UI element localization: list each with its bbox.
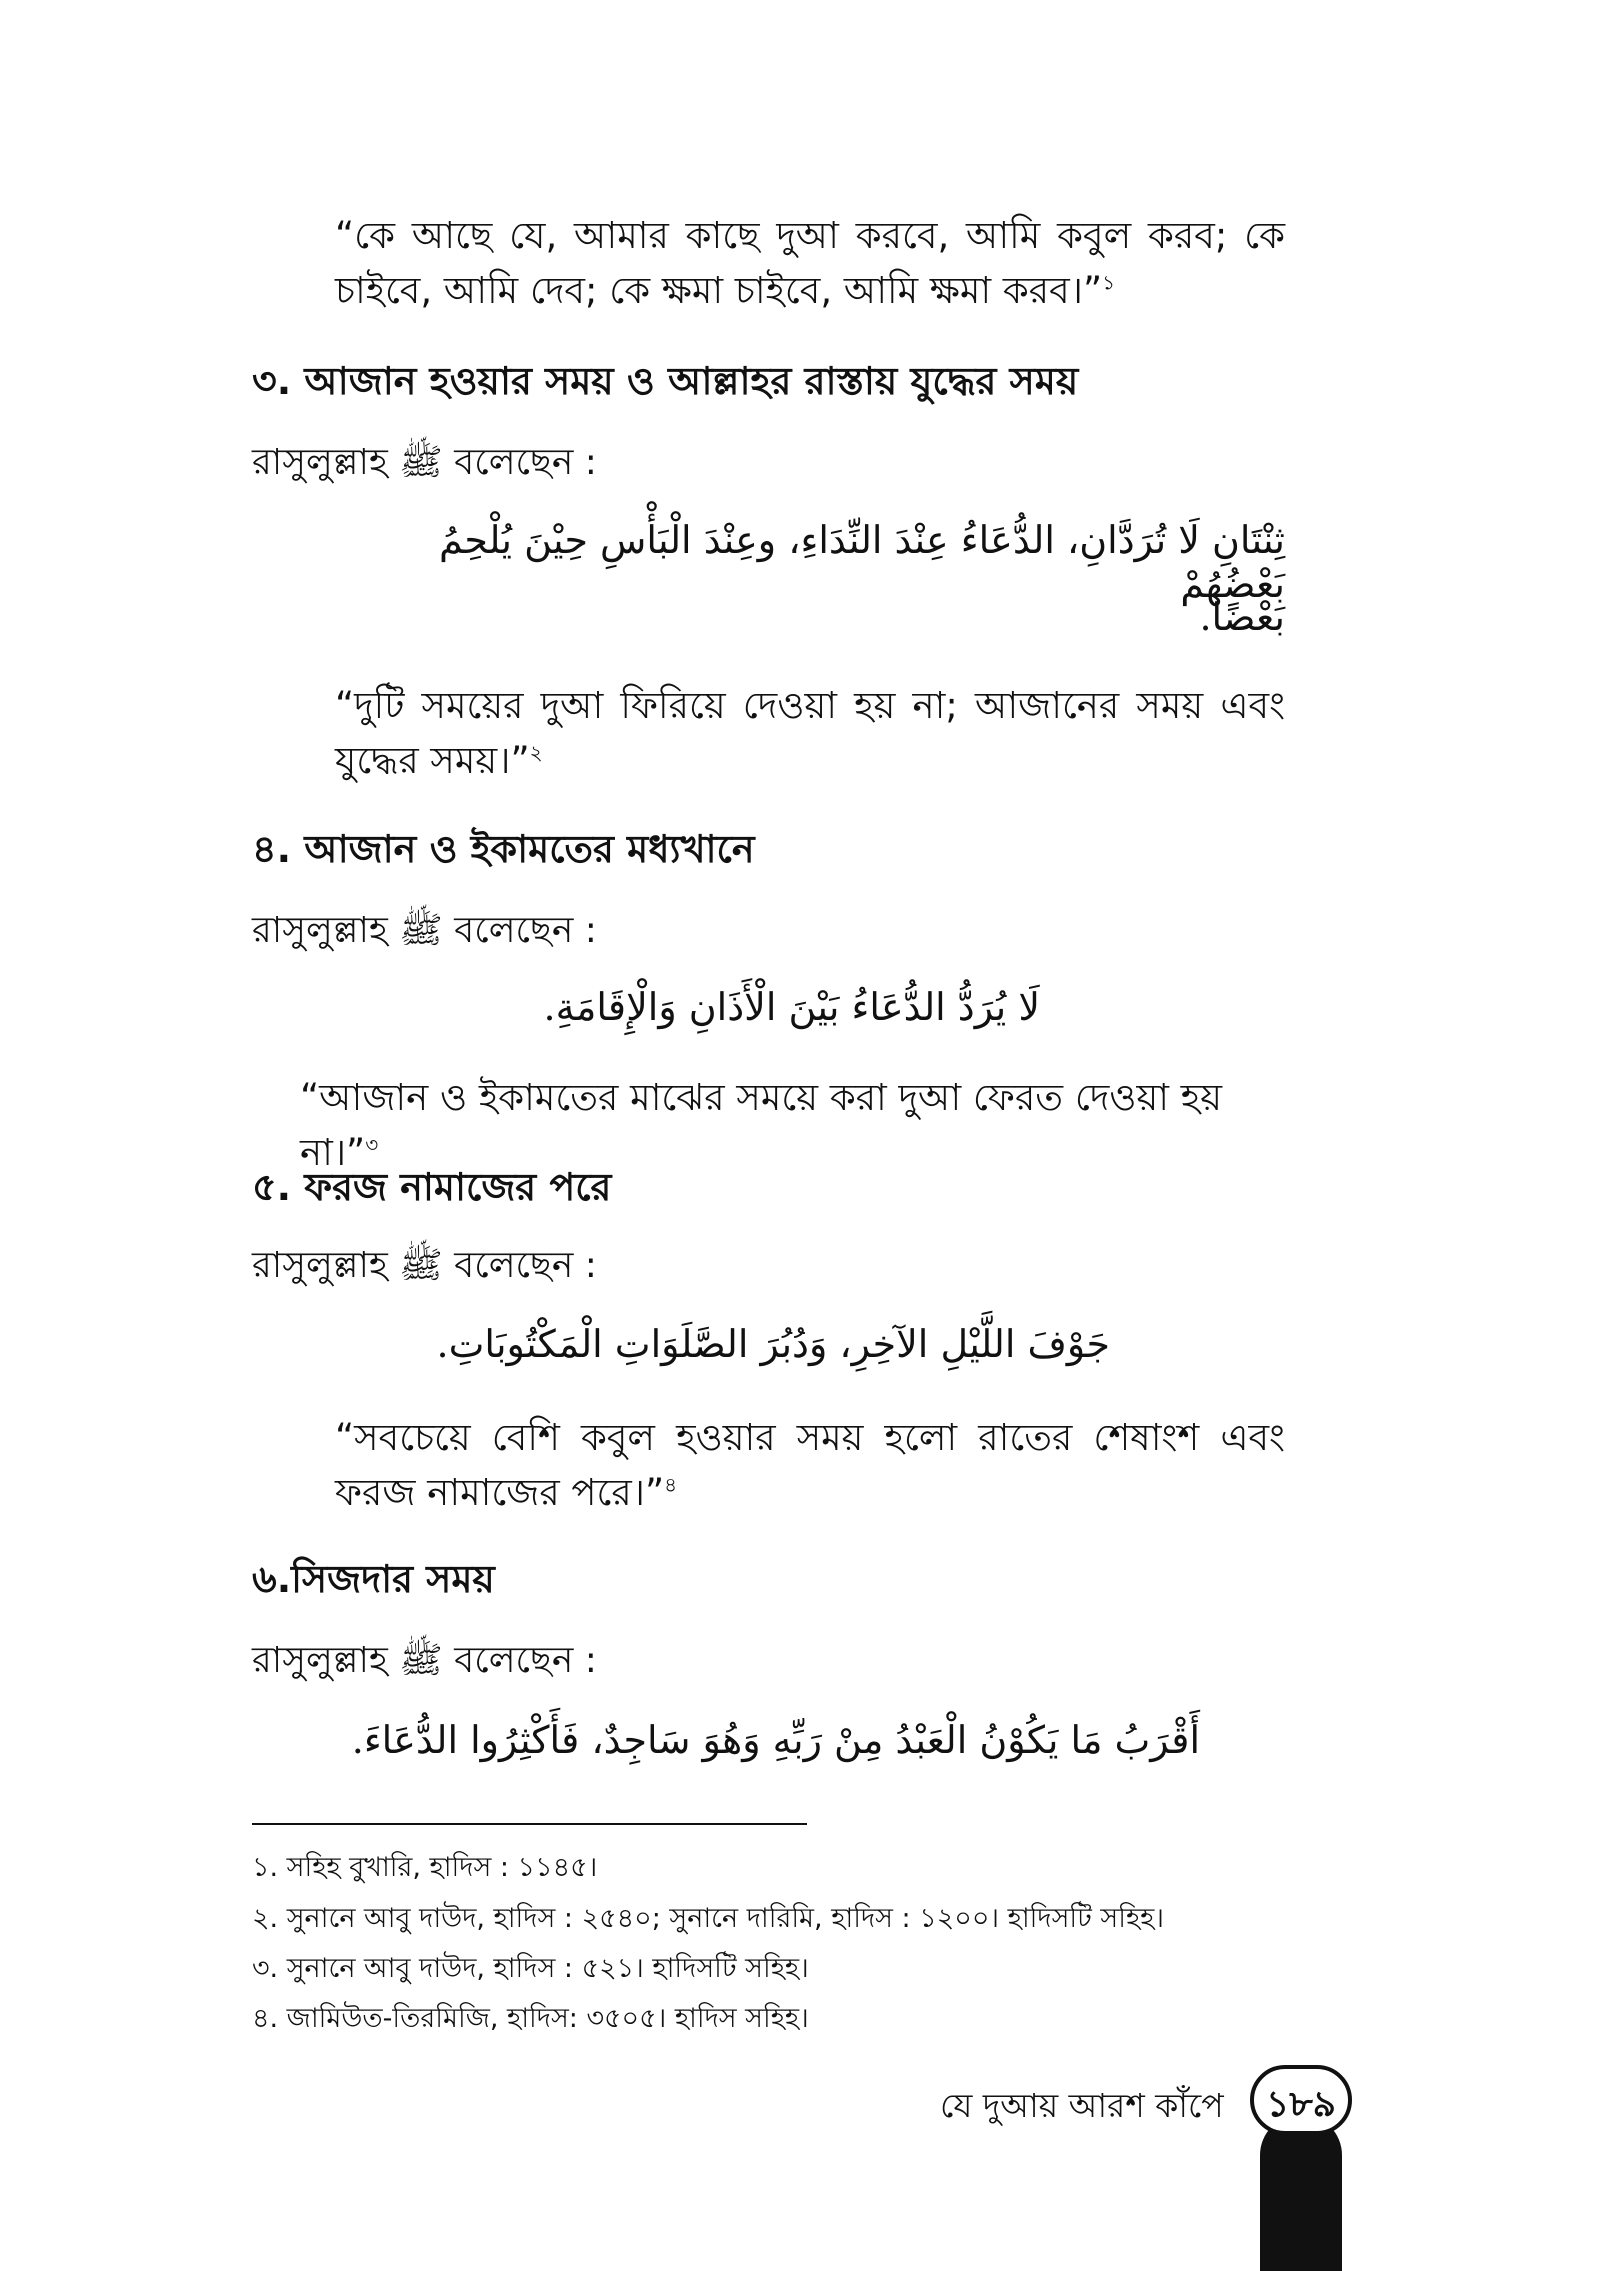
arabic-hadith-4: جَوْفَ اللَّيْلِ الآخِرِ، وَدُبُرَ الصَّلَوَاتِ الْمَكْتُوبَاتِ. [436, 1322, 1110, 1366]
footnote-1: ১. সহিহ বুখারি, হাদিস : ১১৪৫। [252, 1852, 598, 1883]
arabic-hadith-2-line-1: ثِنْتَانِ لَا تُرَدَّانِ، الدُّعَاءُ عِنْدَ النِّدَاءِ، وعِنْدَ الْبَأْسِ حِيْنَ يُلْحِمُ بَعْضُهُمْ [439, 518, 1285, 606]
footnote-ref-1: ১ [1102, 270, 1116, 295]
narration-intro-4: রাসুলুল্লাহ ﷺ বলেছেন : [252, 1640, 597, 1681]
arabic-hadith-5: أَقْرَبُ مَا يَكُوْنُ الْعَبْدُ مِنْ رَبِّهِ وَهُوَ سَاجِدٌ، فَأَكْثِرُوا الدُّعَاءَ. [351, 1718, 1200, 1762]
hadith-translation-4-text: “সবচেয়ে বেশি কবুল হওয়ার সময় হলো রাতের শেষাংশ এবং ফরজ নামাজের পরে।” [335, 1416, 1285, 1514]
section-heading-3: ৩. আজান হওয়ার সময় ও আল্লাহর রাস্তায় যুদ্ধের সময় [252, 359, 1079, 403]
narration-intro-1: রাসুলুল্লাহ ﷺ বলেছেন : [252, 442, 597, 483]
arabic-hadith-3: لَا يُرَدُّ الدُّعَاءُ بَيْنَ الْأَذَانِ وَالْإِقَامَةِ. [543, 985, 1040, 1029]
narration-intro-3: রাসুলুল্লাহ ﷺ বলেছেন : [252, 1245, 597, 1286]
page-tab [1260, 2115, 1342, 2271]
hadith-translation-4 [335, 1410, 1285, 1520]
section-heading-5: ৫. ফরজ নামাজের পরে [252, 1165, 612, 1209]
hadith-translation-2-text: “দুটি সময়ের দুআ ফিরিয়ে দেওয়া হয় না; আজানের সময় এবং যুদ্ধের সময়।” [335, 684, 1285, 782]
running-book-title: যে দুআয় আরশ কাঁপে [940, 2086, 1224, 2125]
hadith-translation-1-text: “কে আছে যে, আমার কাছে দুআ করবে, আমি কবুল করব; কে চাইবে, আমি দেব; কে ক্ষমা চাইবে, আমি ক্ষমা করব।” [335, 214, 1285, 312]
footnote-2: ২. সুনানে আবু দাউদ, হাদিস : ২৫৪০; সুনানে দারিমি, হাদিস : ১২০০। হাদিসটি সহিহ। [252, 1903, 1165, 1934]
arabic-hadith-2-line-2: بَعْضًا. [1199, 595, 1285, 639]
hadith-translation-1 [335, 208, 1285, 318]
page-number: ১৮৯ [1265, 2084, 1337, 2125]
hadith-translation-2 [335, 678, 1285, 788]
section-heading-4: ৪. আজান ও ইকামতের মধ্যখানে [252, 827, 755, 871]
hadith-translation-3-text: “আজান ও ইকামতের মাঝের সময়ে করা দুআ ফেরত দেওয়া হয় না।” [300, 1076, 1223, 1174]
footnote-separator [252, 1823, 807, 1825]
footnote-ref-4: ৪ [664, 1472, 678, 1497]
footnote-4: ৪. জামিউত-তিরমিজি, হাদিস: ৩৫০৫। হাদিস সহিহ। [252, 2003, 809, 2034]
footnote-3: ৩. সুনানে আবু দাউদ, হাদিস : ৫২১। হাদিসটি সহিহ। [252, 1953, 809, 1984]
section-heading-6: ৬.সিজদার সময় [252, 1557, 495, 1601]
narration-intro-2: রাসুলুল্লাহ ﷺ বলেছেন : [252, 910, 597, 951]
footnote-ref-2: ২ [529, 740, 543, 765]
footnote-ref-3: ৩ [365, 1132, 379, 1157]
